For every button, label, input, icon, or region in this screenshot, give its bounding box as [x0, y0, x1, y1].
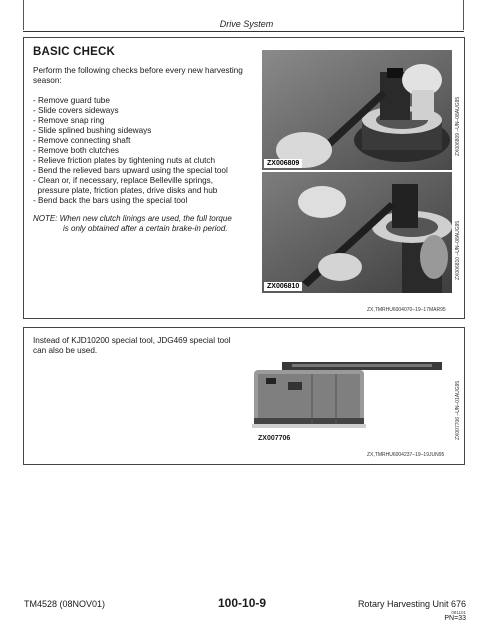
clutch-photo-1 — [262, 50, 452, 170]
list-item: - Relieve friction plates by tightening nuts at clutch — [33, 156, 216, 165]
list-item: - Remove guard tube — [33, 96, 110, 105]
list-item: pressure plate, friction plates, drive disks and hub — [33, 186, 218, 195]
figure-label: ZX007706 — [258, 435, 291, 442]
photo2-side-code: ZX006810 –UN–08AUG95 — [455, 220, 461, 280]
clutch-photo-2-illustration — [262, 172, 452, 293]
list-item: - Remove connecting shaft — [33, 136, 131, 145]
tool-illustration — [252, 356, 442, 441]
special-tool-text: Instead of KJD10200 special tool, JDG469 special tool can also be used. — [33, 336, 231, 355]
list-item: - Slide covers sideways — [33, 106, 119, 115]
list-item: - Slide splined bushing sideways — [33, 126, 152, 135]
special-tool-section — [23, 327, 465, 465]
list-item: - Bend the relieved bars upward using the special tool — [33, 166, 228, 175]
special-tool-drawing — [252, 356, 442, 441]
footer-date-code: 081101 — [451, 610, 466, 615]
list-item: - Bend back the bars using the special tool — [33, 196, 188, 205]
list-item: - Remove snap ring — [33, 116, 105, 125]
list-item: - Clean or, if necessary, replace Belleville springs, — [33, 176, 214, 185]
note — [33, 214, 258, 234]
check-steps-list — [33, 96, 258, 206]
footer-title: Rotary Harvesting Unit 676 — [357, 599, 466, 609]
clutch-photo-1-illustration — [262, 50, 452, 170]
photo-label: ZX006810 — [264, 282, 302, 291]
page-header-title: Drive System — [219, 19, 274, 29]
footer-manual-id: TM4528 (08NOV01) — [24, 599, 106, 609]
photo1-side-code: ZX006809 –UN–08AUG95 — [455, 96, 461, 156]
note-line-2: is only obtained after a certain brake-in period. — [63, 224, 228, 233]
note-line-1: NOTE: When new clutch linings are used, the full torque — [33, 214, 232, 223]
section-intro: Perform the following checks before every new harvesting season: — [33, 66, 243, 85]
reference-code: ZX,TMRHU6004070–19–17MAR95 — [367, 307, 446, 313]
footer-page-number: 100-10-9 — [218, 596, 267, 610]
list-item: - Remove both clutches — [33, 146, 120, 155]
footer-pn: PN=33 — [444, 615, 466, 622]
section-title: BASIC CHECK — [33, 46, 116, 58]
clutch-photo-2 — [262, 172, 452, 293]
reference-code: ZX,TMRHU6004237–19–19JUN95 — [367, 452, 445, 458]
photo-label: ZX006809 — [264, 159, 302, 168]
basic-check-section — [23, 37, 465, 319]
header-rule — [23, 31, 464, 32]
figure-side-code: ZX007706 –UN–01AUG95 — [455, 380, 461, 440]
